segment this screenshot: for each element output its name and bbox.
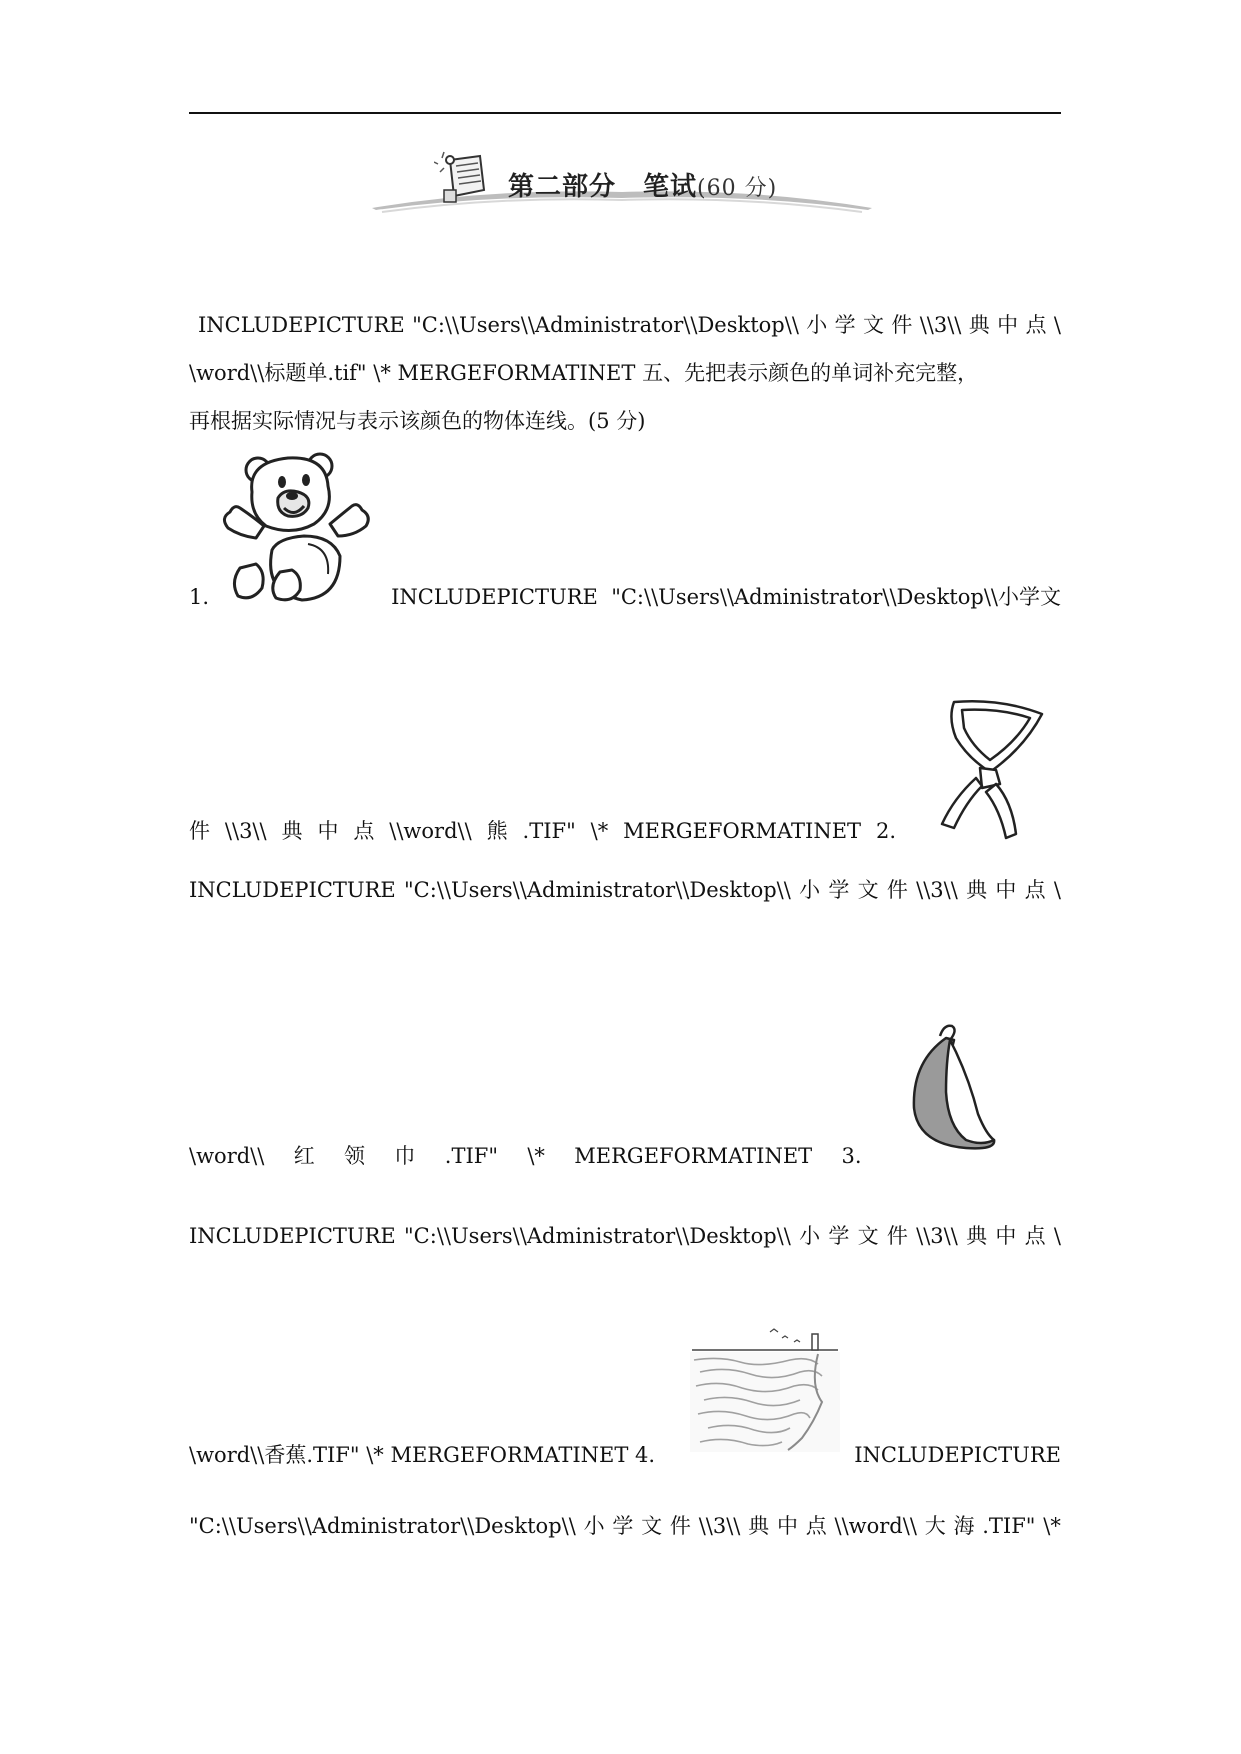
text-line-3 <box>189 406 1061 436</box>
text-segment: 件 <box>891 313 913 337</box>
text-line-5 <box>189 816 1061 846</box>
text-segment: INCLUDEPICTURE <box>189 1224 396 1248</box>
text-segment: 中 <box>997 313 1019 337</box>
text-segment: \\3\\ <box>224 819 267 843</box>
text-segment: \\3\\ <box>698 1514 741 1538</box>
item-number-2: 2. <box>875 819 897 843</box>
text-segment: \ <box>1053 878 1061 902</box>
text-line-6 <box>189 875 1061 905</box>
text-segment: 典 <box>748 1514 770 1538</box>
text-segment: "C:\\Users\\Administrator\\Desktop\\ <box>189 1514 576 1538</box>
text-segment: 学 <box>828 878 850 902</box>
text-line-7 <box>189 1141 1061 1171</box>
text-segment: 件 <box>886 1224 908 1248</box>
section-banner <box>372 148 872 214</box>
text-segment: .TIF" <box>982 1514 1036 1538</box>
header-rule <box>189 112 1061 114</box>
text-line-1 <box>198 310 1061 340</box>
text-segment: 点 <box>1024 878 1046 902</box>
text-segment: \* <box>1043 1514 1061 1538</box>
text-line-8 <box>189 1221 1061 1251</box>
text-segment: 领 <box>344 1144 366 1168</box>
text-segment: \\3\\ <box>919 313 962 337</box>
bear-icon <box>222 452 372 602</box>
text-line-2 <box>189 358 1061 388</box>
text-segment: 中 <box>776 1514 798 1538</box>
question-instruction: 再根据实际情况与表示该颜色的物体连线。(5 分) <box>189 409 646 433</box>
item-number-3: 3. <box>841 1144 862 1168</box>
section-title <box>508 166 777 203</box>
text-segment: 典 <box>281 819 303 843</box>
banana-icon <box>906 1022 1002 1152</box>
text-segment: 红 <box>293 1144 315 1168</box>
text-line-10 <box>189 1511 1061 1541</box>
sea-icon <box>690 1326 840 1452</box>
text-segment: "C:\\Users\\Administrator\\Desktop\\ <box>404 878 791 902</box>
text-segment: \* <box>590 819 609 843</box>
text-segment: \\3\\ <box>916 878 958 902</box>
text-segment: 文 <box>857 1224 879 1248</box>
text-segment: 学 <box>834 313 856 337</box>
text-segment: 中 <box>995 878 1017 902</box>
text-segment: 典 <box>968 313 990 337</box>
text-segment: 文 <box>862 313 884 337</box>
text-segment: INCLUDEPICTURE <box>198 313 405 337</box>
text-segment: 熊 <box>486 819 508 843</box>
text-segment: 件 <box>189 819 210 843</box>
text-segment: \word\\ <box>189 1144 265 1168</box>
text-segment: 大 <box>924 1514 946 1538</box>
text-segment: \\word\\ <box>389 819 472 843</box>
section-score: (60 分) <box>697 176 778 201</box>
text-segment: .TIF" <box>522 819 576 843</box>
text-segment: .TIF" <box>444 1144 498 1168</box>
text-segment: 文 <box>857 878 879 902</box>
scroll-icon <box>434 150 498 206</box>
text-line-9 <box>189 1440 1061 1470</box>
text-segment: \\3\\ <box>916 1224 958 1248</box>
text-segment: 小 <box>806 313 828 337</box>
text-segment: 小 <box>799 878 821 902</box>
text-segment: "C:\\Users\\Administrator\\Desktop\\ <box>404 1224 791 1248</box>
text-segment: 典 <box>966 1224 988 1248</box>
text-segment: \ <box>1053 313 1061 337</box>
text-segment: 中 <box>995 1224 1017 1248</box>
text-segment: 中 <box>317 819 339 843</box>
text-line-4 <box>189 582 1061 612</box>
text-segment: 典 <box>966 878 988 902</box>
item-number-1: 1. <box>189 585 210 609</box>
text-segment: 件 <box>669 1514 691 1538</box>
text-segment: \ <box>1053 1224 1061 1248</box>
text-segment: "C:\\Users\\Administrator\\Desktop\\ <box>412 313 799 337</box>
text-segment: 点 <box>353 819 375 843</box>
text-segment: INCLUDEPICTURE <box>189 878 396 902</box>
text-segment: \\word\\ <box>834 1514 917 1538</box>
text-segment: 件 <box>886 878 908 902</box>
text-segment: \* <box>527 1144 545 1168</box>
text-segment: INCLUDEPICTURE "C:\\Users\\Administrator\\Desktop\\小学文 <box>391 585 1061 609</box>
text-segment: 点 <box>1025 313 1047 337</box>
text-segment: 小 <box>799 1224 821 1248</box>
text-segment: MERGEFORMATINET <box>623 819 862 843</box>
text-segment: 学 <box>612 1514 634 1538</box>
text-segment: \word\\香蕉.TIF" \* MERGEFORMATINET 4. <box>189 1443 656 1467</box>
text-segment: 学 <box>828 1224 850 1248</box>
text-segment: 点 <box>1024 1224 1046 1248</box>
text-segment: 点 <box>805 1514 827 1538</box>
section-title-text: 第二部分 笔试 <box>508 172 698 202</box>
text-segment: \word\\标题单.tif" \* MERGEFORMATINET 五、先把表示颜色的单词补充完整， <box>189 361 979 385</box>
text-segment: 文 <box>641 1514 663 1538</box>
text-segment: MERGEFORMATINET <box>574 1144 813 1168</box>
text-segment: INCLUDEPICTURE <box>854 1443 1061 1467</box>
text-segment: 巾 <box>394 1144 416 1168</box>
text-segment: 小 <box>583 1514 605 1538</box>
text-segment: 海 <box>953 1514 975 1538</box>
